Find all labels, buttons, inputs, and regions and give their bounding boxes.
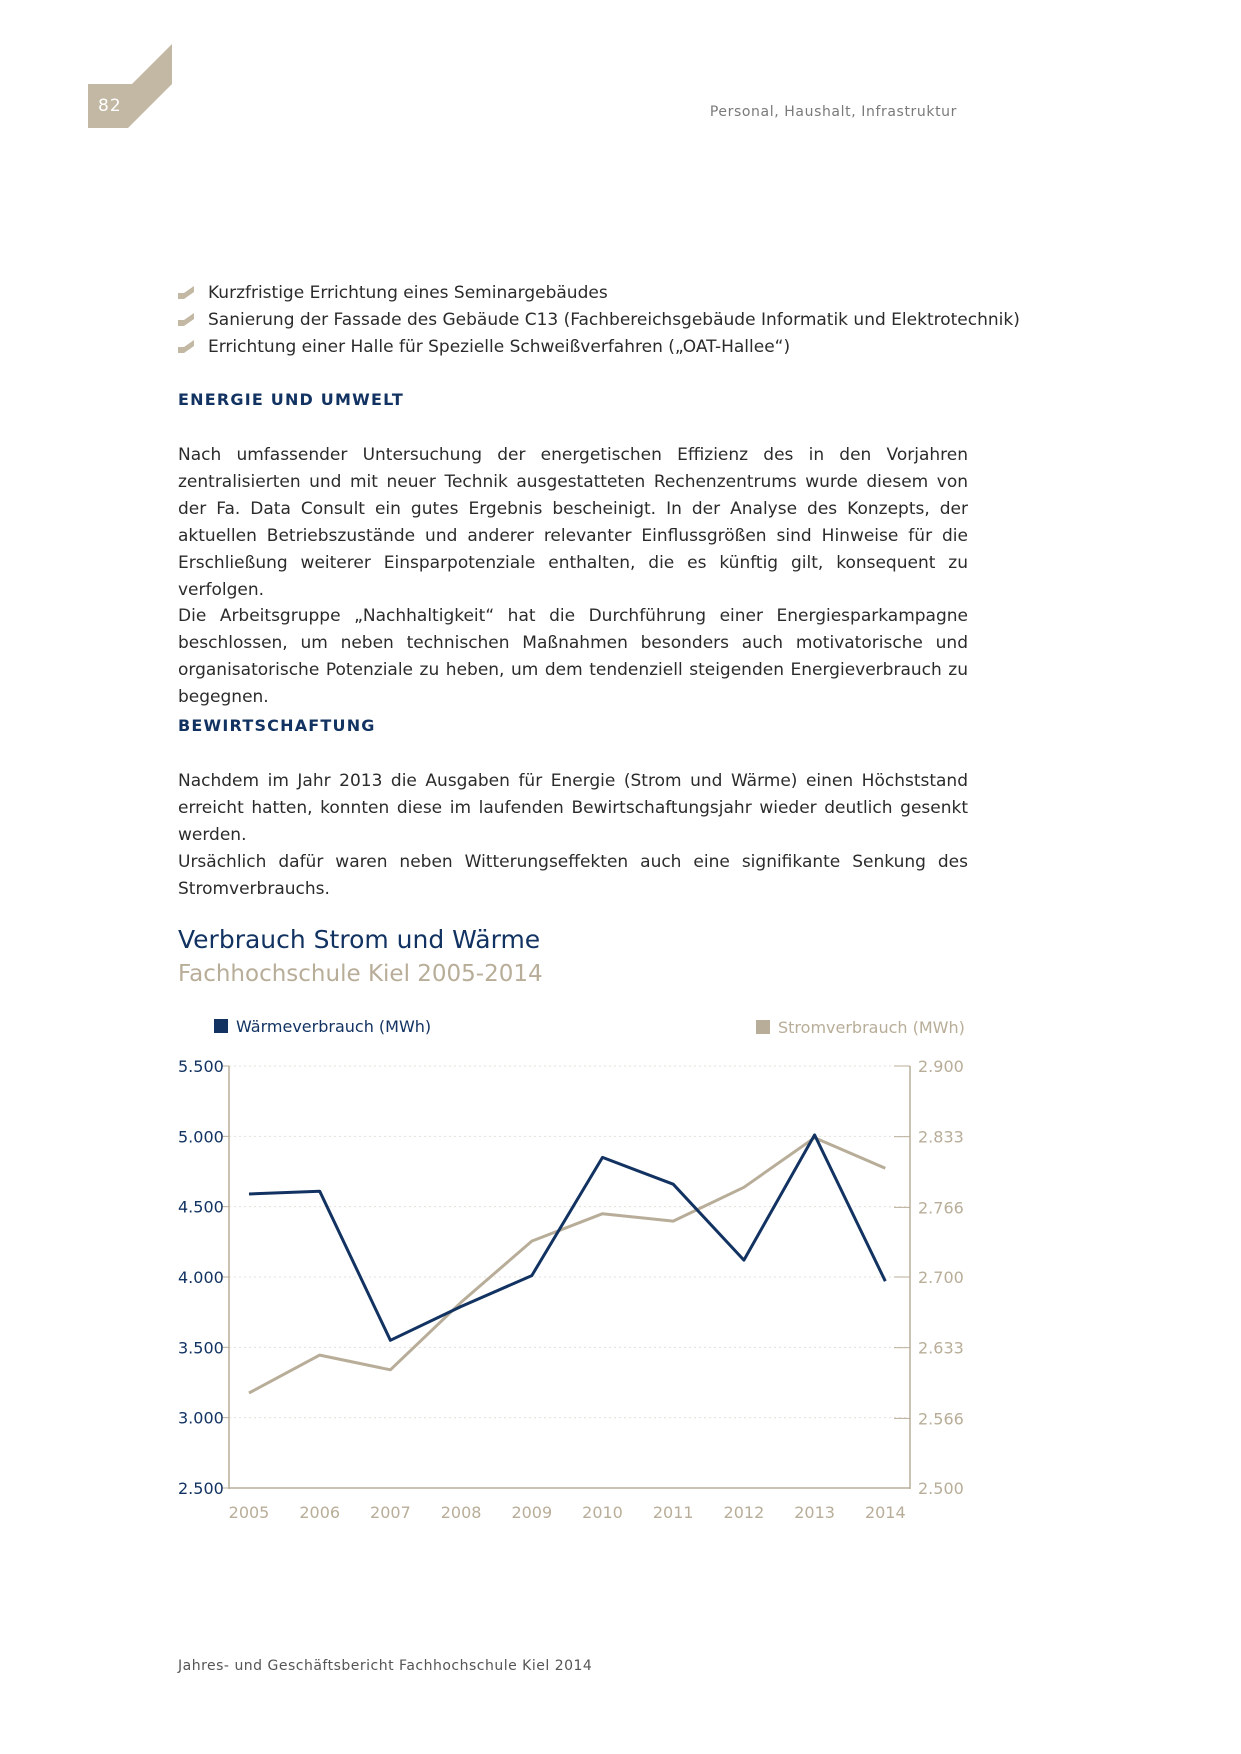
left-tick-label: 5.500 — [178, 1057, 224, 1076]
bullet-text: Kurzfristige Errichtung eines Seminargebäudes — [208, 283, 608, 303]
x-tick-label: 2014 — [864, 1503, 906, 1522]
page-number: 82 — [98, 96, 122, 116]
section-heading-bewirtschaftung: BEWIRTSCHAFTUNG — [178, 716, 376, 735]
legend-label-strom: Stromverbrauch (MWh) — [778, 1018, 965, 1037]
chart-title: Verbrauch Strom und Wärme — [178, 925, 541, 954]
bullet-text: Sanierung der Fassade des Gebäude C13 (Fachbereichsgebäude Informatik und Elektrotechnik) — [208, 310, 1020, 330]
chart-subtitle: Fachhochschule Kiel 2005-2014 — [178, 961, 543, 987]
bullet-text: Errichtung einer Halle für Spezielle Schweißverfahren („OAT-Hallee“) — [208, 337, 791, 357]
paragraph: Ursächlich dafür waren neben Witterungseffekten auch eine signifikante Senkung des Stromverbrauchs. — [178, 852, 968, 899]
right-tick-label: 2.900 — [918, 1057, 964, 1076]
paragraph: Die Arbeitsgruppe „Nachhaltigkeit“ hat die Durchführung einer Energiesparkampagne beschlossen, um neben technischen Maßnahmen besonders auch motivatorische und organisatorische Potenziale zu heben, um dem tendenziell steigenden Energieverbrauch zu begegnen. — [178, 606, 968, 707]
right-tick-label: 2.566 — [918, 1409, 964, 1429]
x-tick-label: 2012 — [723, 1503, 765, 1522]
legend-swatch-waerme — [214, 1019, 228, 1033]
right-tick-label: 2.700 — [918, 1268, 964, 1287]
left-tick-label: 4.000 — [178, 1268, 224, 1287]
right-tick-label: 2.766 — [918, 1198, 964, 1218]
legend-swatch-strom — [756, 1020, 770, 1034]
footer-text: Jahres- und Geschäftsbericht Fachhochschule Kiel 2014 — [178, 1658, 593, 1674]
x-tick-label: 2011 — [652, 1503, 694, 1522]
paragraph: Nachdem im Jahr 2013 die Ausgaben für Energie (Strom und Wärme) einen Höchststand erreicht hatten, konnten diese im laufenden Bewirtschaftungsjahr wieder deutlich gesenkt werden. — [178, 771, 968, 845]
x-tick-label: 2006 — [299, 1503, 341, 1522]
left-tick-label: 5.000 — [178, 1127, 224, 1147]
x-tick-label: 2005 — [228, 1503, 270, 1522]
right-tick-label: 2.633 — [918, 1338, 964, 1358]
right-tick-label: 2.500 — [918, 1479, 964, 1498]
x-tick-label: 2008 — [440, 1503, 482, 1522]
paragraph: Nach umfassender Untersuchung der energetischen Effizienz des in den Vorjahren zentralisierten und mit neuer Technik ausgestatteten Rechenzentrums wurde diesem von der Fa. Data Consult ein gutes Ergebnis bescheinigt. In der Analyse des Konzepts, der aktuellen Betriebszustände und anderer relevanter Einflussgrößen sind Hinweise für die Erschließung weiterer Einsparpotenziale enthalten, die es künftig gilt, konsequent zu verfolgen. — [178, 445, 968, 600]
left-tick-label: 3.500 — [178, 1338, 224, 1358]
legend-label-waerme: Wärmeverbrauch (MWh) — [236, 1017, 432, 1036]
left-tick-label: 4.500 — [178, 1197, 224, 1217]
x-tick-label: 2010 — [582, 1503, 623, 1522]
section-header: Personal, Haushalt, Infrastruktur — [709, 104, 957, 120]
right-tick-label: 2.833 — [918, 1127, 964, 1147]
left-tick-label: 2.500 — [178, 1479, 224, 1498]
x-tick-label: 2009 — [511, 1503, 553, 1522]
left-tick-label: 3.000 — [178, 1408, 224, 1428]
section-heading-energie: ENERGIE UND UMWELT — [178, 390, 404, 409]
x-tick-label: 2013 — [794, 1503, 835, 1522]
series-line-waerme — [249, 1135, 885, 1340]
x-tick-label: 2007 — [370, 1503, 411, 1522]
